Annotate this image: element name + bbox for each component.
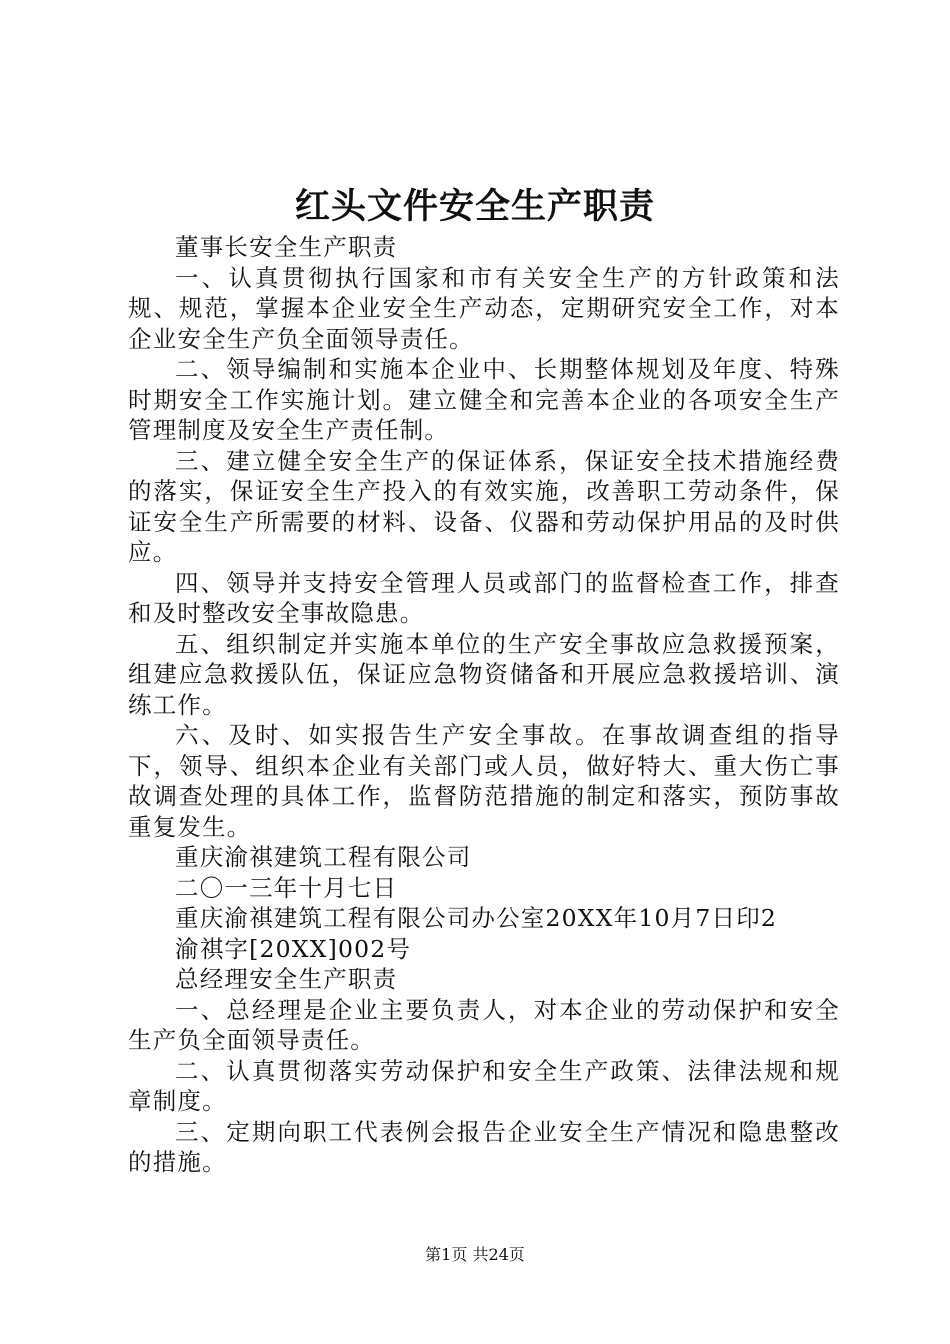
document-body <box>128 232 840 1178</box>
paragraph: 一、总经理是企业主要负责人，对本企业的劳动保护和安全生产负全面领导责任。 <box>128 995 840 1054</box>
paragraph-section-heading: 总经理安全生产职责 <box>175 965 398 993</box>
print-note: 重庆渝祺建筑工程有限公司办公室20XX年10月7日印2 <box>175 904 778 932</box>
paragraph: 一、认真贯彻执行国家和市有关安全生产的方针政策和法规、规范，掌握本企业安全生产动态，定期研究安全工作，对本企业安全生产负全面领导责任。 <box>128 263 840 353</box>
page-number: 第1页 共24页 <box>425 1245 525 1264</box>
paragraph: 四、领导并支持安全管理人员或部门的监督检查工作，排查和及时整改安全事故隐患。 <box>128 568 840 627</box>
paragraph: 二、认真贯彻落实劳动保护和安全生产政策、法律法规和规章制度。 <box>128 1056 840 1115</box>
paragraph: 三、定期向职工代表例会报告企业安全生产情况和隐患整改的措施。 <box>128 1117 840 1176</box>
document-number: 渝祺字[20XX]002号 <box>175 934 412 963</box>
company-name: 重庆渝祺建筑工程有限公司 <box>175 843 472 871</box>
document-title: 红头文件安全生产职责 <box>294 186 655 227</box>
document-date: 二〇一三年十月七日 <box>175 873 398 902</box>
paragraph: 二、领导编制和实施本企业中、长期整体规划及年度、特殊时期安全工作实施计划。建立健全和完善本企业的各项安全生产管理制度及安全生产责任制。 <box>128 355 840 444</box>
paragraph-section-heading: 董事长安全生产职责 <box>175 233 398 261</box>
paragraph: 六、及时、如实报告生产安全事故。在事故调查组的指导下，领导、组织本企业有关部门或人员，做好特大、重大伤亡事故调查处理的具体工作，监督防范措施的制定和落实，预防事故重复发生。 <box>128 721 840 841</box>
paragraph: 五、组织制定并实施本单位的生产安全事故应急救援预案，组建应急救援队伍，保证应急物资储备和开展应急救援培训、演练工作。 <box>128 629 840 719</box>
paragraph: 三、建立健全安全生产的保证体系，保证安全技术措施经费的落实，保证安全生产投入的有效实施，改善职工劳动条件，保证安全生产所需要的材料、设备、仪器和劳动保护用品的及时供应。 <box>128 446 840 566</box>
